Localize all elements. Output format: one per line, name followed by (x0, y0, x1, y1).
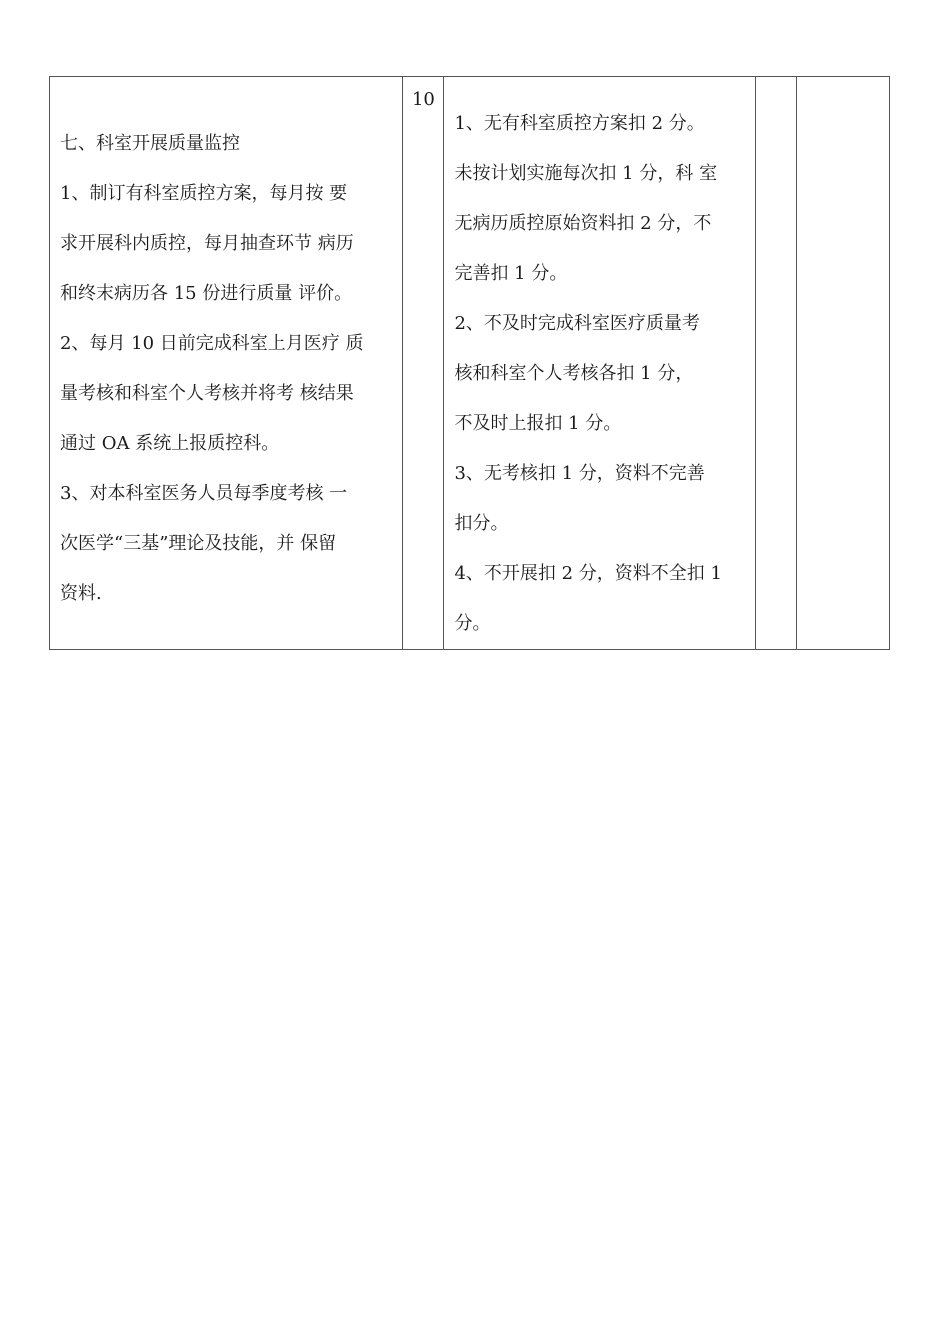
deduction-line: 3、无考核扣 1 分，资料不完善 (454, 463, 705, 484)
standard-line: 1、制订有科室质控方案，每月按 要 (60, 183, 348, 204)
standard-line: 2、每月 10 日前完成科室上月医疗 质 (60, 333, 364, 354)
standard-line: 量考核和科室个人考核并将考 核结果 (60, 383, 354, 404)
standard-line: 资料. (60, 583, 102, 604)
standard-cell (50, 77, 403, 650)
deduction-cell (444, 77, 755, 650)
standard-line: 3、对本科室医务人员每季度考核 一 (60, 483, 348, 504)
standard-line: 求开展科内质控，每月抽查环节 病历 (60, 233, 354, 254)
deduction-line: 2、不及时完成科室医疗质量考 (454, 313, 700, 334)
deduction-line: 未按计划实施每次扣 1 分，科 室 (454, 163, 718, 184)
quality-monitoring-table (49, 76, 890, 650)
standard-line: 通过 OA 系统上报质控科。 (60, 433, 280, 454)
deduction-line: 1、无有科室质控方案扣 2 分。 (454, 113, 705, 134)
deduction-line: 4、不开展扣 2 分，资料不全扣 1 (454, 563, 722, 584)
standard-line: 次医学“三基”理论及技能，并 保留 (60, 533, 337, 554)
deduction-line: 核和科室个人考核各扣 1 分， (454, 363, 694, 384)
deduction-line: 分。 (454, 613, 491, 634)
standard-line: 七、科室开展质量监控 (60, 133, 240, 154)
standard-line: 和终末病历各 15 份进行质量 评价。 (60, 283, 353, 304)
table-row (50, 77, 890, 650)
blank-cell-2 (796, 77, 889, 650)
deduction-line: 完善扣 1 分。 (454, 263, 568, 284)
points-cell: 10 (403, 77, 444, 650)
deduction-line: 扣分。 (454, 513, 509, 534)
deduction-line: 无病历质控原始资料扣 2 分，不 (454, 213, 712, 234)
blank-cell-1 (755, 77, 796, 650)
deduction-line: 不及时上报扣 1 分。 (454, 413, 622, 434)
